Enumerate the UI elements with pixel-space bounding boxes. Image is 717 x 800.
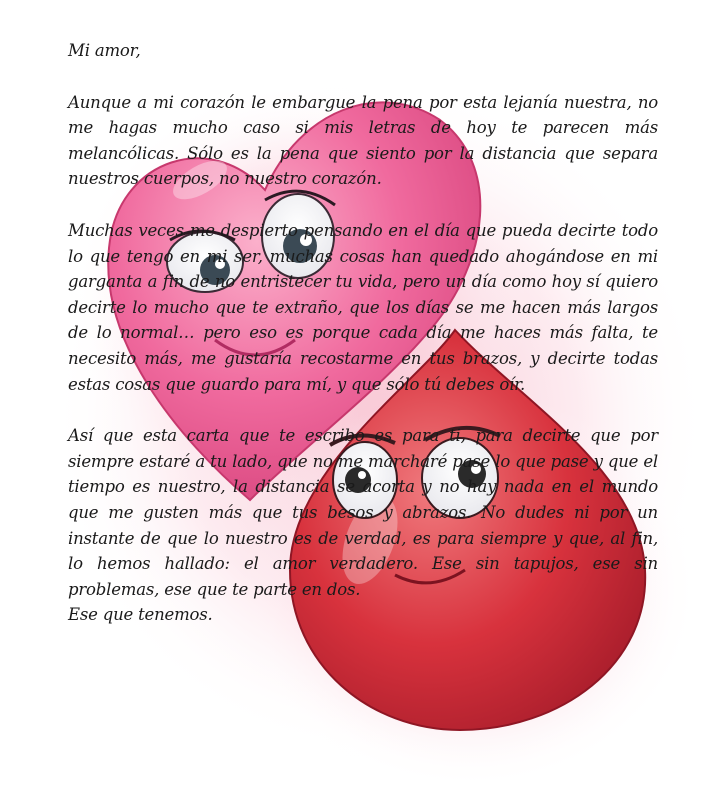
letter-paragraph-1: Aunque a mi corazón le embargue la pena por esta lejanía nuestra, no me hagas mucho caso si mis letras de hoy te parecen más melancólicas. Sólo es la pena que siento por la distancia que separa nuestros cuerpos, no nuestro corazón. <box>68 92 658 189</box>
love-letter <box>68 38 658 628</box>
letter-paragraph-3: Así que esta carta que te escribo es para ti, para decirte que por siempre estaré a tu lado, que no me marcharé pase lo que pase y que el tiempo es nuestro, la distancia se acorta y no hay nada en el mundo que me gusten más que tus besos y abrazos. No dudes ni por un instante de que lo nuestro es de verdad, es para siempre y que, al fin, lo hemos hallado: el amor verdadero. Ese sin tapujos, ese sin problemas, ese que te parte en dos. <box>68 426 658 599</box>
letter-closing: Ese que tenemos. <box>68 605 213 625</box>
letter-greeting: Mi amor, <box>68 41 141 60</box>
letter-paragraph-2: Muchas veces me despierto pensando en el día que pueda decirte todo lo que tengo en mi ser, muchas cosas han quedado ahogándose en mi garganta a fin de no entristecer tu vida, pero un día como hoy sí quiero decirte lo mucho que te extraño, que los días se me hacen más largos de lo normal… pero eso es porque cada día me haces más falta, te necesito más, me gustaría recostarme en tus brazos, y decirte todas estas cosas que guardo para mí, y que sólo tú debes oír. <box>68 220 658 394</box>
